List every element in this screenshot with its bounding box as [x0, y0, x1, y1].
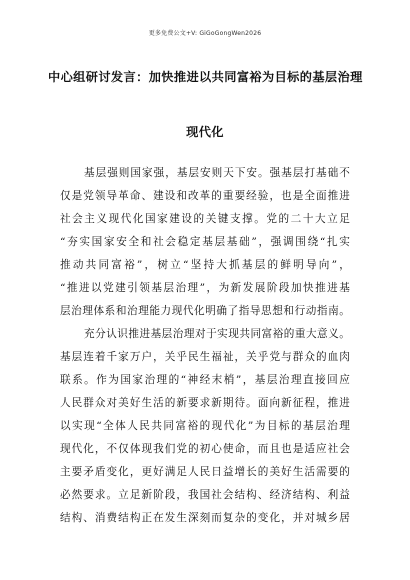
document-title-line-2: 现代化 — [186, 125, 224, 139]
paragraph-2-line: 以实现“全体人民共同富裕的现代化”为目标的基层治理 — [60, 420, 350, 432]
paragraph-2-line: 结构、消费结构正在发生深刻而复杂的变化，并对城乡居 — [60, 512, 350, 524]
paragraph-2-line: 人民群众对美好生活的新要求新期待。面向新征程，推进 — [60, 397, 350, 409]
paragraph-1-line: 推动共同富裕”，树立“坚持大抓基层的鲜明导向”， — [60, 259, 350, 271]
header-watermark: 更多免费公文+V: GiGoGongWen2026 — [148, 30, 262, 37]
paragraph-2-line: 现代化，不仅体现我们党的初心使命，而且也是适应社会 — [60, 443, 350, 455]
paragraph-2-line: 主要矛盾变化，更好满足人民日益增长的美好生活需要的 — [60, 466, 350, 478]
paragraph-1-line: 层治理体系和治理能力现代化明确了指导思想和行动指南。 — [60, 305, 350, 317]
paragraph-2-line: 必然要求。立足新阶段，我国社会结构、经济结构、利益 — [60, 489, 350, 501]
paragraph-1-line: 仅是党领导革命、建设和改革的重要经验，也是全面推进 — [60, 190, 350, 202]
paragraph-2-line: 基层连着千家万户，关乎民生福祉，关乎党与群众的血肉 — [60, 351, 350, 363]
paragraph-1-line: 社会主义现代化国家建设的关键支撑。党的二十大立足 — [60, 213, 350, 225]
paragraph-1-line: “推进以党建引领基层治理”，为新发展阶段加快推进基 — [60, 282, 350, 294]
paragraph-2-line: 联系。作为国家治理的“神经末梢”，基层治理直接回应 — [60, 374, 350, 386]
paragraph-2-line: 充分认识推进基层治理对于实现共同富裕的重大意义。 — [84, 328, 350, 340]
paragraph-1-line: 基层强则国家强，基层安则天下安。强基层打基础不 — [84, 167, 350, 179]
document-title-line-1: 中心组研讨发言：加快推进以共同富裕为目标的基层治理 — [48, 70, 363, 84]
paragraph-1-line: “夯实国家安全和社会稳定基层基础”，强调围绕“扎实 — [60, 236, 350, 248]
